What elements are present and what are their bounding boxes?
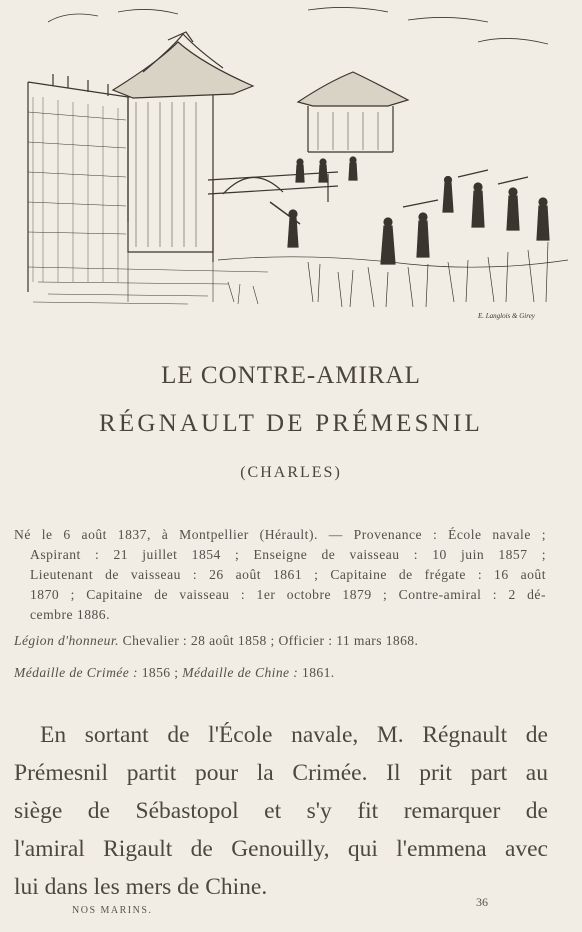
crimea-label: Médaille de Crimée :	[14, 665, 138, 680]
body-line: siège de Sébastopol et s'y fit remarquer de	[14, 798, 548, 824]
career-line: Aspirant : 21 juillet 1854 ; Enseigne de vaisseau : 10 juin 1857 ;	[30, 547, 546, 562]
body-line: Prémesnil partit pour la Crimée. Il prit part au	[14, 760, 548, 786]
legion-label: Légion d'honneur.	[14, 633, 119, 648]
china-label: Médaille de Chine :	[182, 665, 299, 680]
title-name: RÉGNAULT DE PRÉMESNIL	[99, 410, 483, 437]
career-line: 1870 ; Capitaine de vaisseau : 1er octobre 1879 ; Contre-amiral : 2 dé-	[30, 587, 546, 602]
crimea-text: 1856 ;	[137, 665, 183, 680]
body-line: lui dans les mers de Chine.	[14, 874, 268, 900]
subtitle-first-name: (CHARLES)	[240, 464, 342, 481]
career-line: Lieutenant de vaisseau : 26 août 1861 ; Capitaine de frégate : 16 août	[30, 567, 546, 582]
china-text: 1861.	[298, 665, 335, 680]
body-paragraph	[14, 716, 548, 906]
illustration-signature: E. Langlois & Girey	[478, 312, 535, 320]
body-line: l'amiral Rigault de Genouilly, qui l'emmena avec	[14, 836, 548, 862]
legion-text: Chevalier : 28 août 1858 ; Officier : 11 mars 1868.	[118, 633, 419, 648]
career-line: Né le 6 août 1837, à Montpellier (Hérault). — Provenance : École navale ;	[14, 527, 546, 542]
running-footer: NOS MARINS.	[72, 905, 153, 916]
title-rank: LE CONTRE-AMIRAL	[161, 362, 421, 389]
page-number: 36	[476, 895, 488, 909]
career-line: cembre 1886.	[30, 607, 110, 622]
medals	[14, 665, 554, 681]
legion-honneur	[14, 633, 554, 649]
body-line: En sortant de l'École navale, M. Régnault de	[40, 722, 548, 748]
career-summary	[14, 525, 546, 625]
engraving-illustration	[8, 2, 574, 322]
